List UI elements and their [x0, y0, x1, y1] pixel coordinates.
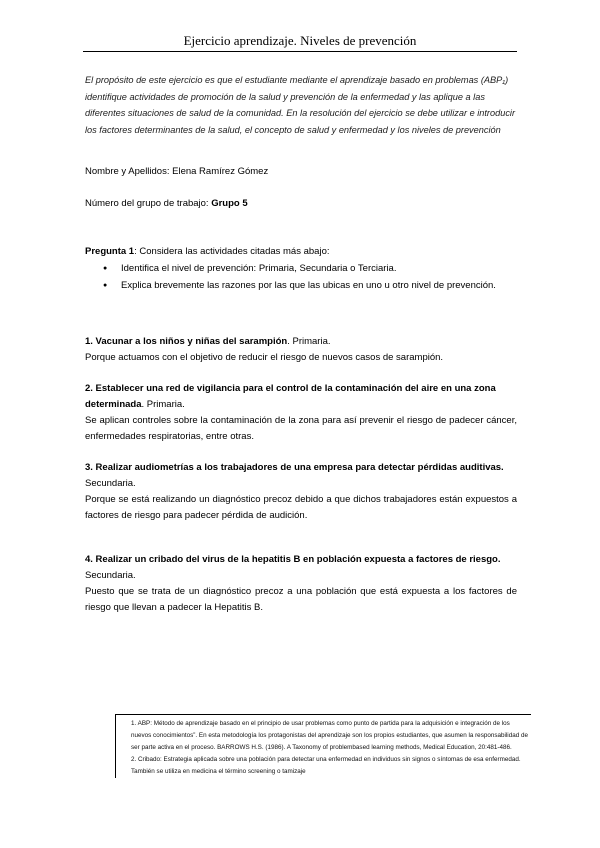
activity-title: 2. Establecer una red de vigilancia para el control de la contaminación del aire en una zona determinada [85, 383, 496, 410]
question-1-label: Pregunta 1 [85, 246, 135, 257]
footnotes [115, 714, 531, 778]
activity-item-1 [85, 334, 517, 366]
activity-explanation: Porque se está realizando un diagnóstico precoz debido a que dichos trabajadores están expuestos a factores de riesgo para padecer pérdida de audición. [85, 494, 517, 521]
activity-title: 3. Realizar audiometrías a los trabajadores de una empresa para detectar pérdidas auditivas. [85, 462, 504, 473]
activity-title: 4. Realizar un cribado del virus de la hepatitis B en población expuesta a factores de riesgo. [85, 554, 501, 565]
document-header [83, 33, 517, 52]
activity-item-3 [85, 460, 517, 524]
activity-level: Secundaria. [85, 478, 136, 489]
group-label: Número del grupo de trabajo: [85, 198, 209, 209]
activity-explanation: Puesto que se trata de un diagnóstico precoz a una población que está expuesta a los factores de riesgo que llevan a padecer la Hepatitis B. [85, 586, 517, 613]
footnote-1: 1. ABP: Método de aprendizaje basado en el principio de usar problemas como punto de partida para la adquisición e integración de los nuevos conocimientos”. En esta metodología los protagonistas del aprendizaje son los propios estudiantes, que asumen la responsabilidad de ser parte activa en el proceso. BARROWS H.S. (1986). A Taxonomy of problembased learning methods, Medical Education, 20:481-486. [131, 720, 528, 751]
group-value: Grupo 5 [211, 198, 248, 209]
question-1 [85, 244, 517, 295]
question-1-bullets [85, 261, 517, 293]
activity-explanation: Se aplican controles sobre la contaminación de la zona para así prevenir el riesgo de padecer cáncer, enfermedades respiratorias, entre otras. [85, 415, 517, 442]
student-name-value: Elena Ramírez Gómez [172, 166, 269, 177]
header-title: Ejercicio aprendizaje. Niveles de prevención [183, 33, 417, 48]
activity-explanation: Porque actuamos con el objetivo de reducir el riesgo de nuevos casos de sarampión. [85, 352, 444, 363]
student-name-label: Nombre y Apellidos: [85, 166, 170, 177]
question-1-text: : Considera las actividades citadas más abajo: [134, 246, 330, 257]
student-name-line [85, 166, 268, 177]
activity-item-4 [85, 552, 517, 616]
bullet-item: ● Explica brevemente las razones por las que las ubicas en uno u otro nivel de prevención. [121, 278, 517, 293]
intro-paragraph: El propósito de este ejercicio es que el estudiante mediante el aprendizaje basado en problemas (ABP₁) identifique actividades de promoción de la salud y prevención de la enfermedad y las aplique a las diferentes situaciones de salud de la comunidad. En la resolución del ejercicio se debe utilizar e introducir los factores determinantes de la salud, el concepto de salud y enfermedad y los niveles de prevención [85, 75, 516, 135]
activity-level: . Primaria. [287, 336, 331, 347]
activity-title: 1. Vacunar a los niños y niñas del sarampión [85, 336, 288, 347]
activity-level: Secundaria. [85, 570, 136, 581]
footnote-2: 2. Cribado: Estrategia aplicada sobre una población para detectar una enfermedad en individuos sin signos o síntomas de esa enfermedad. También se utiliza en medicina el término screening o tamizaje [131, 756, 521, 775]
bullet-item: ● Identifica el nivel de prevención: Primaria, Secundaria o Terciaria. [121, 261, 517, 276]
activity-level: . Primaria. [141, 399, 185, 410]
group-number-line [85, 198, 248, 209]
activity-item-2 [85, 381, 517, 445]
